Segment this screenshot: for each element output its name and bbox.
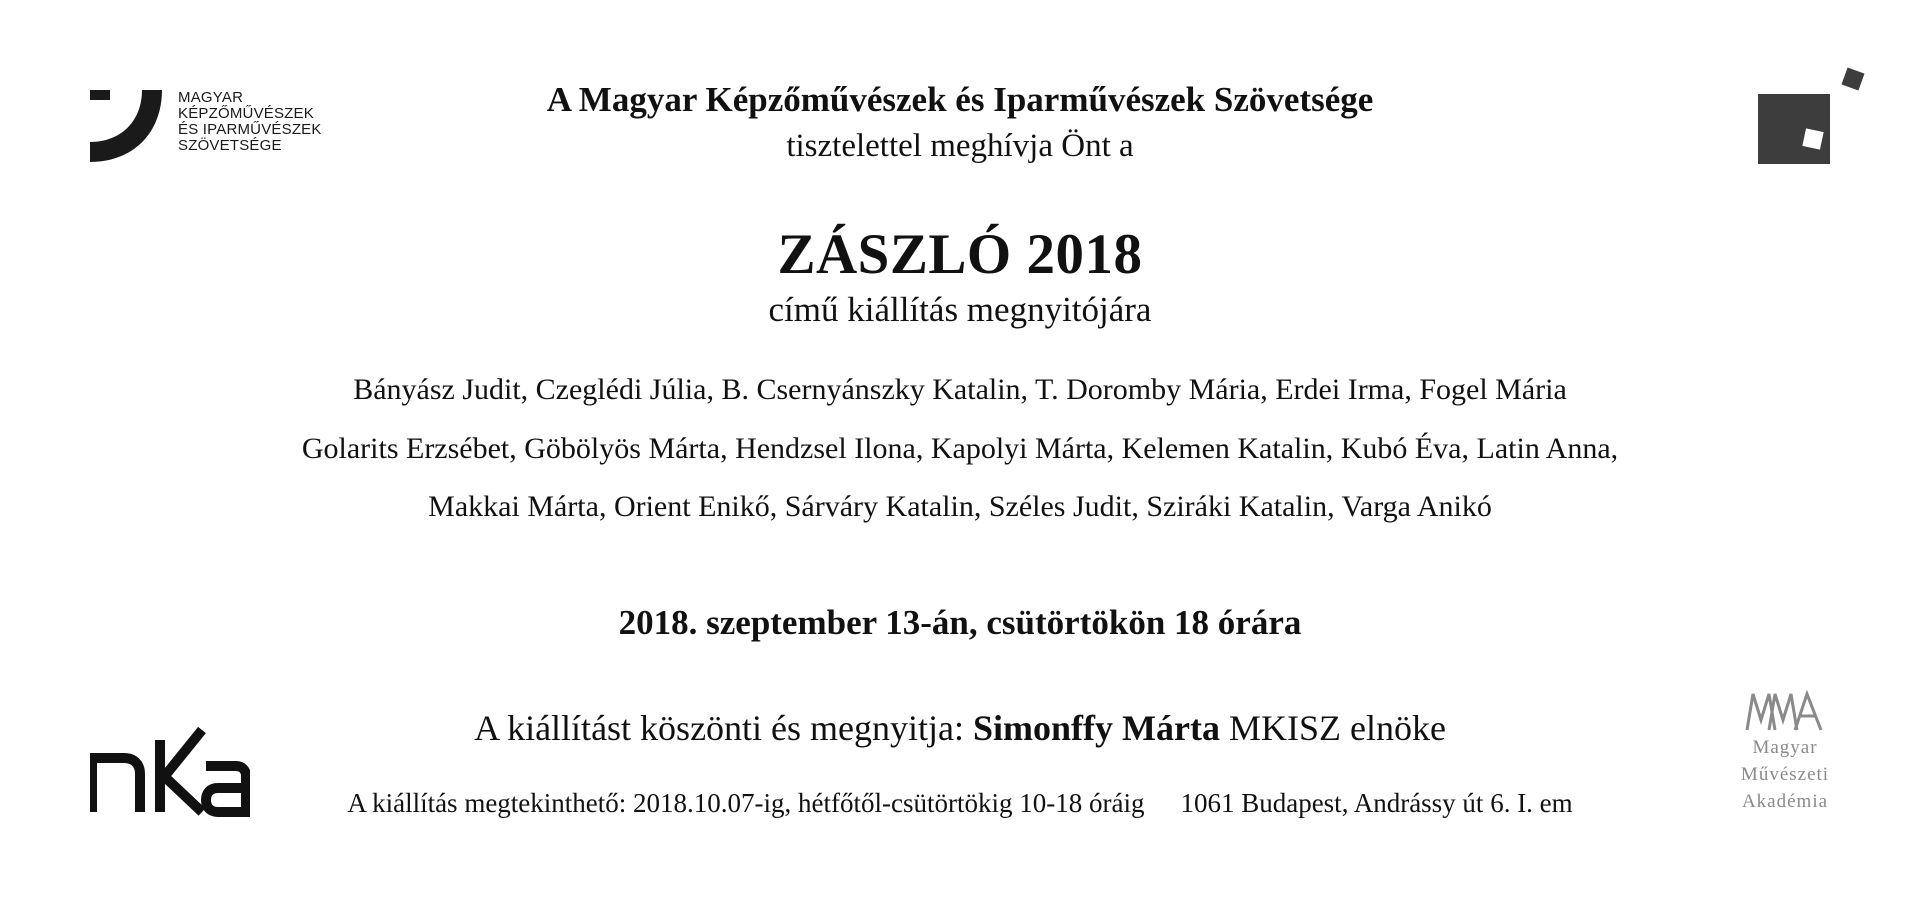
invite-line: tisztelettel meghívja Önt a — [786, 128, 1134, 164]
organization-title: A Magyar Képzőművészek és Iparművészek Szövetsége — [546, 80, 1374, 119]
artists-line-2: Golarits Erzsébet, Göbölyös Márta, Hendzsel Ilona, Kapolyi Márta, Kelemen Katalin, Kubó Éva, Latin Anna, — [301, 432, 1619, 465]
mma-logo — [1710, 690, 1860, 820]
mma-line-3: Akadémia — [1741, 791, 1829, 812]
visit-hours: A kiállítás megtekinthető: 2018.10.07-ig, hétfőtől-csütörtökig 10-18 óráig — [347, 788, 1145, 818]
visit-info-line — [0, 788, 1920, 819]
mkisz-line-2: KÉPZŐMŰVÉSZEK — [178, 105, 314, 122]
opening-prefix: A kiállítást köszönti és megnyitja: — [474, 708, 973, 748]
exhibition-title: ZÁSZLÓ 2018 — [777, 223, 1143, 286]
opening-line — [0, 707, 1920, 749]
artists-line-3: Makkai Márta, Orient Enikő, Sárváry Katalin, Széles Judit, Sziráki Katalin, Varga Anikó — [428, 490, 1492, 523]
mkisz-line-3: ÉS IPARMŰVÉSZEK — [178, 121, 322, 138]
event-date: 2018. szeptember 13-án, csütörtökön 18 órára — [618, 603, 1302, 642]
mma-line-2: Művészeti — [1740, 764, 1830, 785]
mma-mark-icon — [1743, 690, 1827, 734]
artists-line-1: Bányász Judit, Czeglédi Júlia, B. Csernyánszky Katalin, T. Doromby Mária, Erdei Irma, Fogel Mária — [353, 373, 1567, 406]
venue-address: 1061 Budapest, Andrássy út 6. I. em — [1180, 788, 1573, 818]
nka-logo-icon — [90, 722, 250, 818]
mma-line-1: Magyar — [1752, 737, 1818, 758]
opening-speaker: Simonffy Márta — [973, 708, 1220, 748]
mkisz-line-1: MAGYAR — [178, 89, 244, 106]
exhibition-subtitle: című kiállítás megnyitójára — [768, 290, 1152, 329]
opening-suffix: MKISZ elnöke — [1219, 708, 1446, 748]
nka-logo — [90, 722, 250, 818]
mkisz-line-4: SZÖVETSÉGE — [178, 137, 282, 154]
